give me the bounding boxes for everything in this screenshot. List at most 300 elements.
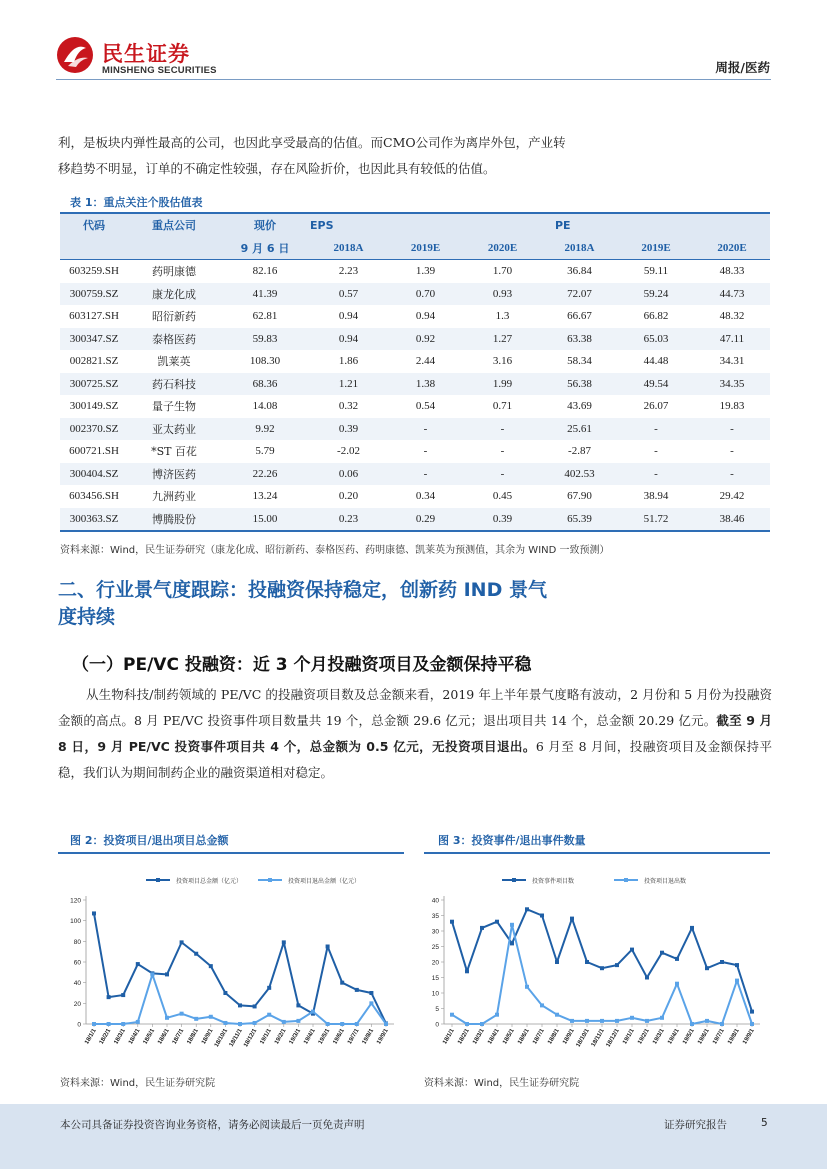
table-cell: 44.73 xyxy=(694,283,770,306)
table-cell: 1.38 xyxy=(387,373,464,396)
x-tick-label: 18/2/1 xyxy=(98,1028,113,1046)
table-row xyxy=(60,395,770,418)
header-year: 2018A xyxy=(541,237,618,260)
minsheng-logo-icon xyxy=(56,36,94,74)
table-cell: - xyxy=(500,445,505,458)
data-point xyxy=(480,926,484,930)
x-tick-label: 18/9/1 xyxy=(200,1028,215,1046)
table-cell: 41.39 xyxy=(220,283,310,306)
table-row xyxy=(60,305,770,328)
data-point xyxy=(180,1012,184,1016)
x-tick-label: 18/6/1 xyxy=(517,1028,531,1046)
x-tick-label: 18/5/1 xyxy=(142,1028,157,1046)
table-cell: 72.07 xyxy=(541,283,618,306)
table-cell: 66.82 xyxy=(643,310,669,323)
series-line-1 xyxy=(452,909,752,1011)
figure-3-rule xyxy=(424,852,770,854)
data-point xyxy=(510,923,514,927)
x-tick-label: 19/6/1 xyxy=(332,1028,346,1046)
y-tick-label: 0 xyxy=(435,1021,439,1029)
data-point xyxy=(223,991,227,995)
table-cell: 3.16 xyxy=(492,355,513,368)
table-cell: 51.72 xyxy=(618,508,694,532)
data-point xyxy=(121,1022,125,1026)
legend-marker xyxy=(512,878,516,882)
figure-2-source: 资料来源：Wind，民生证券研究院 xyxy=(60,1078,216,1089)
figure-2-chart xyxy=(58,856,404,1064)
x-tick-label: 18/4/1 xyxy=(487,1028,501,1046)
table-cell: 25.61 xyxy=(541,418,618,441)
figure-2-rule xyxy=(58,852,404,854)
header-price: 现价 xyxy=(220,213,310,237)
x-tick-label: 19/7/1 xyxy=(346,1028,361,1046)
data-point xyxy=(750,1022,754,1026)
table-cell: 药石科技 xyxy=(128,373,220,396)
table-cell: 康龙化成 xyxy=(128,283,220,306)
table-cell: 43.69 xyxy=(567,400,592,413)
table-cell: - xyxy=(694,418,770,441)
table-cell: - xyxy=(387,418,464,441)
table-cell: - xyxy=(464,418,541,441)
table-cell: 1.3 xyxy=(495,310,510,323)
table-cell: 603259.SH xyxy=(69,265,119,278)
data-point xyxy=(450,920,454,924)
table-cell: - xyxy=(618,418,694,441)
data-point xyxy=(600,1019,604,1023)
data-point xyxy=(450,1013,454,1017)
section-paragraph xyxy=(58,682,772,786)
x-tick-label: 18/10/1 xyxy=(575,1028,591,1049)
table-header-row-2 xyxy=(60,237,770,260)
data-point xyxy=(253,1004,257,1008)
y-tick-label: 5 xyxy=(435,1006,439,1013)
x-tick-label: 18/2/1 xyxy=(457,1028,471,1046)
x-tick-label: 19/8/1 xyxy=(727,1028,741,1046)
footer-report-label: 证券研究报告 xyxy=(664,1119,727,1131)
series-line-2 xyxy=(452,925,752,1024)
page-number: 5 xyxy=(761,1117,768,1129)
header-eps: EPS xyxy=(310,213,541,237)
table-cell: 0.29 xyxy=(387,508,464,532)
legend-marker xyxy=(624,878,628,882)
data-point xyxy=(600,966,604,970)
legend-label: 投资项目总金额（亿元） xyxy=(176,879,243,885)
data-point xyxy=(92,1022,96,1026)
x-tick-label: 18/1/1 xyxy=(84,1028,98,1046)
table-cell: 38.94 xyxy=(643,490,669,503)
data-point xyxy=(690,1022,694,1026)
y-tick-label: 100 xyxy=(70,918,81,926)
x-tick-label: 18/1/1 xyxy=(442,1028,456,1046)
table-row xyxy=(60,328,770,351)
subsection-heading: （一）PE/VC 投融资：近 3 个月投融资项目及金额保持平稳 xyxy=(72,655,532,675)
table-cell: 量子生物 xyxy=(152,400,196,414)
table-cell: 0.34 xyxy=(415,490,436,503)
data-point xyxy=(570,1019,574,1023)
y-tick-label: 20 xyxy=(431,959,439,967)
header-pe: PE xyxy=(541,213,770,237)
data-point xyxy=(92,911,96,915)
table-cell: 凯莱英 xyxy=(157,355,191,369)
data-point xyxy=(355,988,359,992)
x-tick-label: 19/3/1 xyxy=(288,1028,303,1046)
table-cell: 22.26 xyxy=(220,463,310,486)
table-cell: 56.38 xyxy=(541,373,618,396)
table-cell: 002370.SZ xyxy=(60,418,128,441)
data-point xyxy=(107,1022,111,1026)
data-point xyxy=(282,1020,286,1024)
legend-label: 投资项目退出金额（亿元） xyxy=(288,879,361,885)
data-point xyxy=(355,1022,359,1026)
table-cell: 300363.SZ xyxy=(60,508,128,532)
y-tick-label: 25 xyxy=(431,944,439,951)
data-point xyxy=(209,964,213,968)
data-point xyxy=(585,1019,589,1023)
table-cell: 0.94 xyxy=(310,328,387,351)
figure-3-chart xyxy=(424,856,770,1064)
table-cell: 300347.SZ xyxy=(60,328,128,351)
table-row xyxy=(60,283,770,306)
table-cell: 0.71 xyxy=(492,400,513,413)
table-cell: 49.54 xyxy=(618,373,694,396)
x-tick-label: 19/5/1 xyxy=(317,1028,332,1046)
data-point xyxy=(675,982,679,986)
table-cell: 0.39 xyxy=(464,508,541,532)
table-cell: - xyxy=(694,463,770,486)
data-point xyxy=(326,945,330,949)
table-cell: 博济医药 xyxy=(128,463,220,486)
x-tick-label: 19/2/1 xyxy=(273,1028,288,1046)
x-tick-label: 18/5/1 xyxy=(502,1028,516,1046)
x-tick-label: 19/7/1 xyxy=(712,1028,726,1046)
data-point xyxy=(194,1017,198,1021)
data-point xyxy=(165,972,169,976)
data-point xyxy=(340,1022,344,1026)
table-cell: 002821.SZ xyxy=(69,355,119,368)
data-point xyxy=(253,1021,257,1025)
data-point xyxy=(465,969,469,973)
data-point xyxy=(150,972,154,976)
data-point xyxy=(510,941,514,945)
table-cell: -2.87 xyxy=(568,445,591,458)
table-cell: - xyxy=(730,445,734,458)
header-code: 代码 xyxy=(60,213,128,237)
table-cell: 36.84 xyxy=(567,265,592,278)
table-cell: 九洲药业 xyxy=(152,490,196,504)
table-cell: 1.27 xyxy=(464,328,541,351)
legend-label: 投资项目退出数 xyxy=(644,879,687,885)
header-company: 重点公司 xyxy=(128,213,220,237)
y-tick-label: 0 xyxy=(77,1021,81,1029)
data-point xyxy=(369,1001,373,1005)
table-cell: 2.44 xyxy=(415,355,436,368)
table-cell: 26.07 xyxy=(643,400,669,413)
table-cell: 29.42 xyxy=(719,490,745,503)
table-cell: -2.02 xyxy=(337,445,360,458)
data-point xyxy=(495,1013,499,1017)
table-cell: 63.38 xyxy=(541,328,618,351)
table-cell: 68.36 xyxy=(220,373,310,396)
table-row xyxy=(60,373,770,396)
data-point xyxy=(525,907,529,911)
table-cell: 亚太药业 xyxy=(128,418,220,441)
legend-label: 投资事件项目数 xyxy=(532,879,575,885)
legend-marker xyxy=(268,878,272,882)
data-point xyxy=(267,986,271,990)
table-cell: 9.92 xyxy=(220,418,310,441)
data-point xyxy=(555,1013,559,1017)
table-cell: 48.33 xyxy=(719,265,745,278)
table-cell: 300404.SZ xyxy=(60,463,128,486)
table-cell: 0.23 xyxy=(310,508,387,532)
x-tick-label: 19/1/1 xyxy=(259,1028,273,1046)
table-row xyxy=(60,485,770,508)
data-point xyxy=(570,917,574,921)
data-point xyxy=(282,940,286,944)
x-tick-label: 18/8/1 xyxy=(547,1028,561,1046)
data-point xyxy=(180,940,184,944)
table-cell: 1.21 xyxy=(310,373,387,396)
table-cell: - xyxy=(387,463,464,486)
intro-line-1: 利，是板块内弹性最高的公司，也因此享受最高的估值。而CMO公司作为离岸外包，产业转 xyxy=(58,135,566,150)
report-type: 周报/医药 xyxy=(715,60,770,75)
table-cell: 300725.SZ xyxy=(60,373,128,396)
data-point xyxy=(735,963,739,967)
header-price-date: 9 月 6 日 xyxy=(220,237,310,260)
para-text: 从生物科技/制药领域的 PE/VC 的投融资项目数及总金额来看，2019 年上半年景气度略有波动，2 月份和 5 月份为投融资金额的高点。8 月 PE/VC 投资事件项目数量共 19 个，总金额 29.6 亿元；退出项目共 14 个，总金额 20.29 亿元。 xyxy=(58,687,772,728)
data-point xyxy=(525,985,529,989)
table-header-row-1 xyxy=(60,213,770,237)
data-point xyxy=(121,993,125,997)
data-point xyxy=(465,1022,469,1026)
table-cell: 65.03 xyxy=(618,328,694,351)
data-point xyxy=(645,976,649,980)
data-point xyxy=(615,1019,619,1023)
x-tick-label: 19/4/1 xyxy=(303,1028,317,1046)
table-cell: 402.53 xyxy=(541,463,618,486)
table-cell: 0.94 xyxy=(338,310,359,323)
table-cell: 59.83 xyxy=(220,328,310,351)
table-cell: 0.06 xyxy=(310,463,387,486)
data-point xyxy=(735,979,739,983)
table-cell: - xyxy=(423,445,428,458)
table-cell: 82.16 xyxy=(252,265,278,278)
table-row xyxy=(60,463,770,486)
x-tick-label: 19/1/1 xyxy=(622,1028,636,1046)
table-cell: 2.23 xyxy=(338,265,359,278)
y-tick-label: 35 xyxy=(431,913,439,920)
y-tick-label: 60 xyxy=(73,959,81,967)
data-point xyxy=(615,963,619,967)
figure-3-title: 图 3：投资事件/退出事件数量 xyxy=(438,834,586,847)
table-row xyxy=(60,350,770,373)
data-point xyxy=(209,1015,213,1019)
table-cell: 58.34 xyxy=(567,355,592,368)
table-cell: 1.39 xyxy=(415,265,436,278)
table-cell: 药明康德 xyxy=(152,265,196,279)
y-tick-label: 10 xyxy=(431,990,439,998)
x-tick-label: 19/8/1 xyxy=(361,1028,376,1046)
table-cell: - xyxy=(654,445,658,458)
table-cell: 34.35 xyxy=(694,373,770,396)
figure-3-source: 资料来源：Wind，民生证券研究院 xyxy=(424,1078,580,1089)
data-point xyxy=(480,1022,484,1026)
data-point xyxy=(136,1020,140,1024)
x-tick-label: 19/4/1 xyxy=(667,1028,681,1046)
data-point xyxy=(326,1022,330,1026)
table-cell: 0.92 xyxy=(387,328,464,351)
y-tick-label: 40 xyxy=(73,980,81,988)
x-tick-label: 18/11/1 xyxy=(590,1028,606,1049)
data-point xyxy=(555,960,559,964)
data-point xyxy=(311,1010,315,1014)
data-point xyxy=(675,957,679,961)
table-cell: 15.00 xyxy=(220,508,310,532)
table-cell: 14.08 xyxy=(252,400,278,413)
table-cell: 108.30 xyxy=(249,355,281,368)
x-tick-label: 18/6/1 xyxy=(157,1028,171,1046)
data-point xyxy=(238,1022,242,1026)
table-cell: 1.70 xyxy=(492,265,513,278)
x-tick-label: 19/5/1 xyxy=(682,1028,696,1046)
legend-marker xyxy=(156,878,160,882)
brand-name-en: MINSHENG SECURITIES xyxy=(102,65,217,76)
table-cell: 603127.SH xyxy=(69,310,119,323)
x-tick-label: 19/3/1 xyxy=(652,1028,666,1046)
table-cell: 48.32 xyxy=(719,310,745,323)
x-tick-label: 19/2/1 xyxy=(637,1028,651,1046)
x-tick-label: 18/3/1 xyxy=(472,1028,486,1046)
header-year: 2020E xyxy=(694,237,770,260)
table-cell: 博腾股份 xyxy=(128,508,220,532)
x-tick-label: 18/10/1 xyxy=(213,1028,230,1049)
table-cell: 19.83 xyxy=(719,400,745,413)
table-cell: 300759.SZ xyxy=(60,283,128,306)
brand-name-cn: 民生证券 xyxy=(102,42,190,66)
table-cell: 昭衍新药 xyxy=(152,310,196,324)
table-title: 表 1：重点关注个股估值表 xyxy=(70,196,203,209)
table-cell: 0.54 xyxy=(415,400,436,413)
y-tick-label: 20 xyxy=(73,1000,81,1008)
data-point xyxy=(540,914,544,918)
x-tick-label: 18/8/1 xyxy=(186,1028,200,1046)
table-cell: *ST 百花 xyxy=(151,445,197,459)
table-cell: - xyxy=(464,463,541,486)
table-cell: 603456.SH xyxy=(69,490,119,503)
header-year: 2019E xyxy=(618,237,694,260)
valuation-table xyxy=(60,212,770,532)
data-point xyxy=(165,1016,169,1020)
table-row xyxy=(60,508,770,532)
data-point xyxy=(223,1021,227,1025)
para-text: 6 月至 8 月间，投融资项目及金额保持平稳，我们认为期间制药企业的融资渠道相对稳定。 xyxy=(58,739,773,780)
table-cell: 0.20 xyxy=(338,490,359,503)
header-year: 2019E xyxy=(387,237,464,260)
table-cell: 13.24 xyxy=(252,490,278,503)
x-tick-label: 18/7/1 xyxy=(532,1028,546,1046)
data-point xyxy=(720,1022,724,1026)
section-heading-line-1: 二、行业景气度跟踪：投融资保持稳定，创新药 IND 景气 xyxy=(58,579,547,601)
data-point xyxy=(705,966,709,970)
table-cell: 1.86 xyxy=(338,355,359,368)
data-point xyxy=(136,962,140,966)
x-tick-label: 19/9/1 xyxy=(742,1028,756,1046)
table-cell: 47.11 xyxy=(694,328,770,351)
x-tick-label: 19/6/1 xyxy=(697,1028,711,1046)
table-cell: 59.24 xyxy=(618,283,694,306)
x-tick-label: 18/12/1 xyxy=(605,1028,621,1049)
table-row xyxy=(60,418,770,441)
data-point xyxy=(267,1013,271,1017)
section-heading-line-2: 度持续 xyxy=(58,606,116,628)
table-source: 资料来源：Wind，民生证券研究（康龙化成、昭衍新药、泰格医药、药明康德、凯莱英为预测值，其余为 WIND 一致预测） xyxy=(60,545,610,556)
data-point xyxy=(296,1019,300,1023)
x-tick-label: 19/9/1 xyxy=(376,1028,390,1046)
y-tick-label: 40 xyxy=(431,897,439,905)
table-cell: 38.46 xyxy=(694,508,770,532)
data-point xyxy=(194,952,198,956)
data-point xyxy=(495,920,499,924)
table-row xyxy=(60,440,770,463)
table-cell: 0.39 xyxy=(310,418,387,441)
data-point xyxy=(705,1019,709,1023)
footer-disclaimer: 本公司具备证券投资咨询业务资格，请务必阅读最后一页免责声明 xyxy=(60,1119,365,1131)
table-cell: 44.48 xyxy=(643,355,669,368)
y-tick-label: 80 xyxy=(73,938,81,946)
table-cell: 0.94 xyxy=(415,310,436,323)
table-cell: 泰格医药 xyxy=(128,328,220,351)
para-bold-text: 截至 9 月 8 日，9 月 PE/VC 投资事件项目共 4 个，总金额为 0.5 亿元，无投资项目退出。 xyxy=(58,713,772,754)
data-point xyxy=(660,951,664,955)
table-cell: 66.67 xyxy=(567,310,592,323)
data-point xyxy=(296,1003,300,1007)
footer-bar xyxy=(0,1104,827,1169)
y-tick-label: 120 xyxy=(70,897,81,905)
data-point xyxy=(630,948,634,952)
data-point xyxy=(369,991,373,995)
table-cell: 59.11 xyxy=(643,265,669,278)
data-point xyxy=(645,1019,649,1023)
table-cell: 600721.SH xyxy=(69,445,119,458)
y-tick-label: 15 xyxy=(431,975,439,982)
x-tick-label: 18/12/1 xyxy=(243,1028,259,1049)
x-tick-label: 18/9/1 xyxy=(562,1028,576,1046)
data-point xyxy=(585,960,589,964)
table-cell: 62.81 xyxy=(252,310,278,323)
data-point xyxy=(660,1016,664,1020)
table-cell: 5.79 xyxy=(255,445,275,458)
header-divider xyxy=(56,79,771,80)
table-cell: - xyxy=(618,463,694,486)
data-point xyxy=(384,1022,388,1026)
table-cell: 0.45 xyxy=(492,490,513,503)
table-cell: 0.70 xyxy=(387,283,464,306)
data-point xyxy=(690,926,694,930)
data-point xyxy=(720,960,724,964)
table-row xyxy=(60,260,770,283)
y-tick-label: 30 xyxy=(431,928,439,936)
section-heading xyxy=(58,577,658,631)
x-tick-label: 18/7/1 xyxy=(171,1028,186,1046)
header-year: 2018A xyxy=(310,237,387,260)
data-point xyxy=(238,1003,242,1007)
x-tick-label: 18/4/1 xyxy=(127,1028,142,1046)
x-tick-label: 18/3/1 xyxy=(113,1028,127,1046)
figure-2-title: 图 2：投资项目/退出项目总金额 xyxy=(70,834,229,847)
data-point xyxy=(750,1010,754,1014)
table-cell: 0.93 xyxy=(464,283,541,306)
table-cell: 0.32 xyxy=(338,400,359,413)
